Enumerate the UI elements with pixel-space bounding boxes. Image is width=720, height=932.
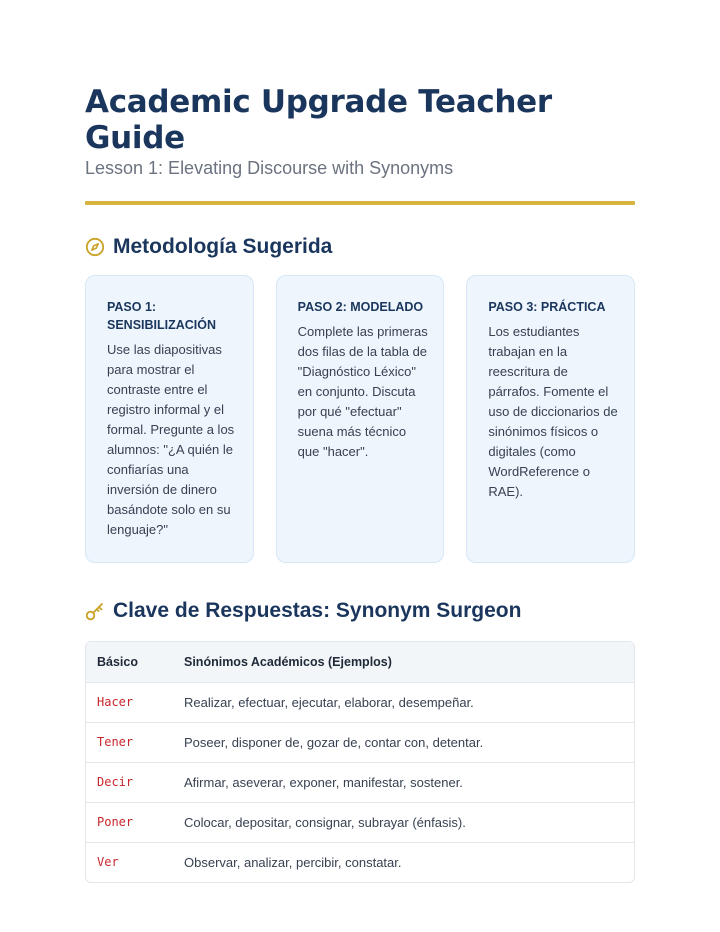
synonyms-cell: Afirmar, aseverar, exponer, manifestar, sostener. xyxy=(173,762,634,802)
step-card-body: Complete las primeras dos filas de la tabla de "Diagnóstico Léxico" en conjunto. Discuta por qué "efectuar" suena más técnico que "hacer". xyxy=(297,324,428,459)
basic-word-cell: Decir xyxy=(86,762,173,802)
synonyms-cell: Poseer, disponer de, gozar de, contar con, detentar. xyxy=(173,722,634,762)
step-card-body: Use las diapositivas para mostrar el contraste entre el registro informal y el formal. Pregunte a los alumnos: "¿A quién le confiarías una inversión de dinero basándote solo en su lenguaje?" xyxy=(107,342,235,537)
step-card-title: PASO 2: MODELADO xyxy=(297,300,424,314)
table-row xyxy=(86,762,634,802)
page-subtitle: Lesson 1: Elevating Discourse with Synonyms xyxy=(85,158,454,178)
synonyms-cell: Observar, analizar, percibir, constatar. xyxy=(173,842,634,882)
step-card-3 xyxy=(466,275,635,563)
table-row xyxy=(86,802,634,842)
page-title: Academic Upgrade Teacher Guide xyxy=(85,84,552,156)
answer-key-heading xyxy=(85,599,521,623)
step-card-2 xyxy=(276,275,445,563)
synonyms-cell: Colocar, depositar, consignar, subrayar (énfasis). xyxy=(173,802,634,842)
methodology-heading-text: Metodología Sugerida xyxy=(113,235,333,258)
methodology-heading xyxy=(85,235,635,259)
basic-word-cell: Tener xyxy=(86,722,173,762)
key-icon xyxy=(85,601,105,621)
answer-key-table xyxy=(85,641,635,883)
column-header-basic: Básico xyxy=(86,642,173,682)
table-row xyxy=(86,722,634,762)
step-card-title: PASO 1: SENSIBILIZACIÓN xyxy=(107,300,217,332)
column-header-synonyms: Sinónimos Académicos (Ejemplos) xyxy=(173,642,634,682)
answer-key-heading-text: Clave de Respuestas: Synonym Surgeon xyxy=(113,599,522,622)
teacher-guide-page xyxy=(85,84,635,870)
step-card-title: PASO 3: PRÁCTICA xyxy=(488,300,606,314)
basic-word-cell: Poner xyxy=(86,802,173,842)
table-row xyxy=(86,842,634,882)
synonyms-cell: Realizar, efectuar, ejecutar, elaborar, desempeñar. xyxy=(173,682,634,722)
basic-word-cell: Ver xyxy=(86,842,173,882)
table-row xyxy=(86,682,634,722)
step-card-body: Los estudiantes trabajan en la reescritura de párrafos. Fomente el uso de diccionarios de sinónimos físicos o digitales (como WordReference o RAE). xyxy=(488,324,618,499)
step-card-1 xyxy=(85,275,254,563)
compass-icon xyxy=(85,237,105,257)
basic-word-cell: Hacer xyxy=(86,682,173,722)
header-divider xyxy=(85,201,635,205)
methodology-cards xyxy=(85,275,635,563)
table-header-row xyxy=(86,642,634,682)
